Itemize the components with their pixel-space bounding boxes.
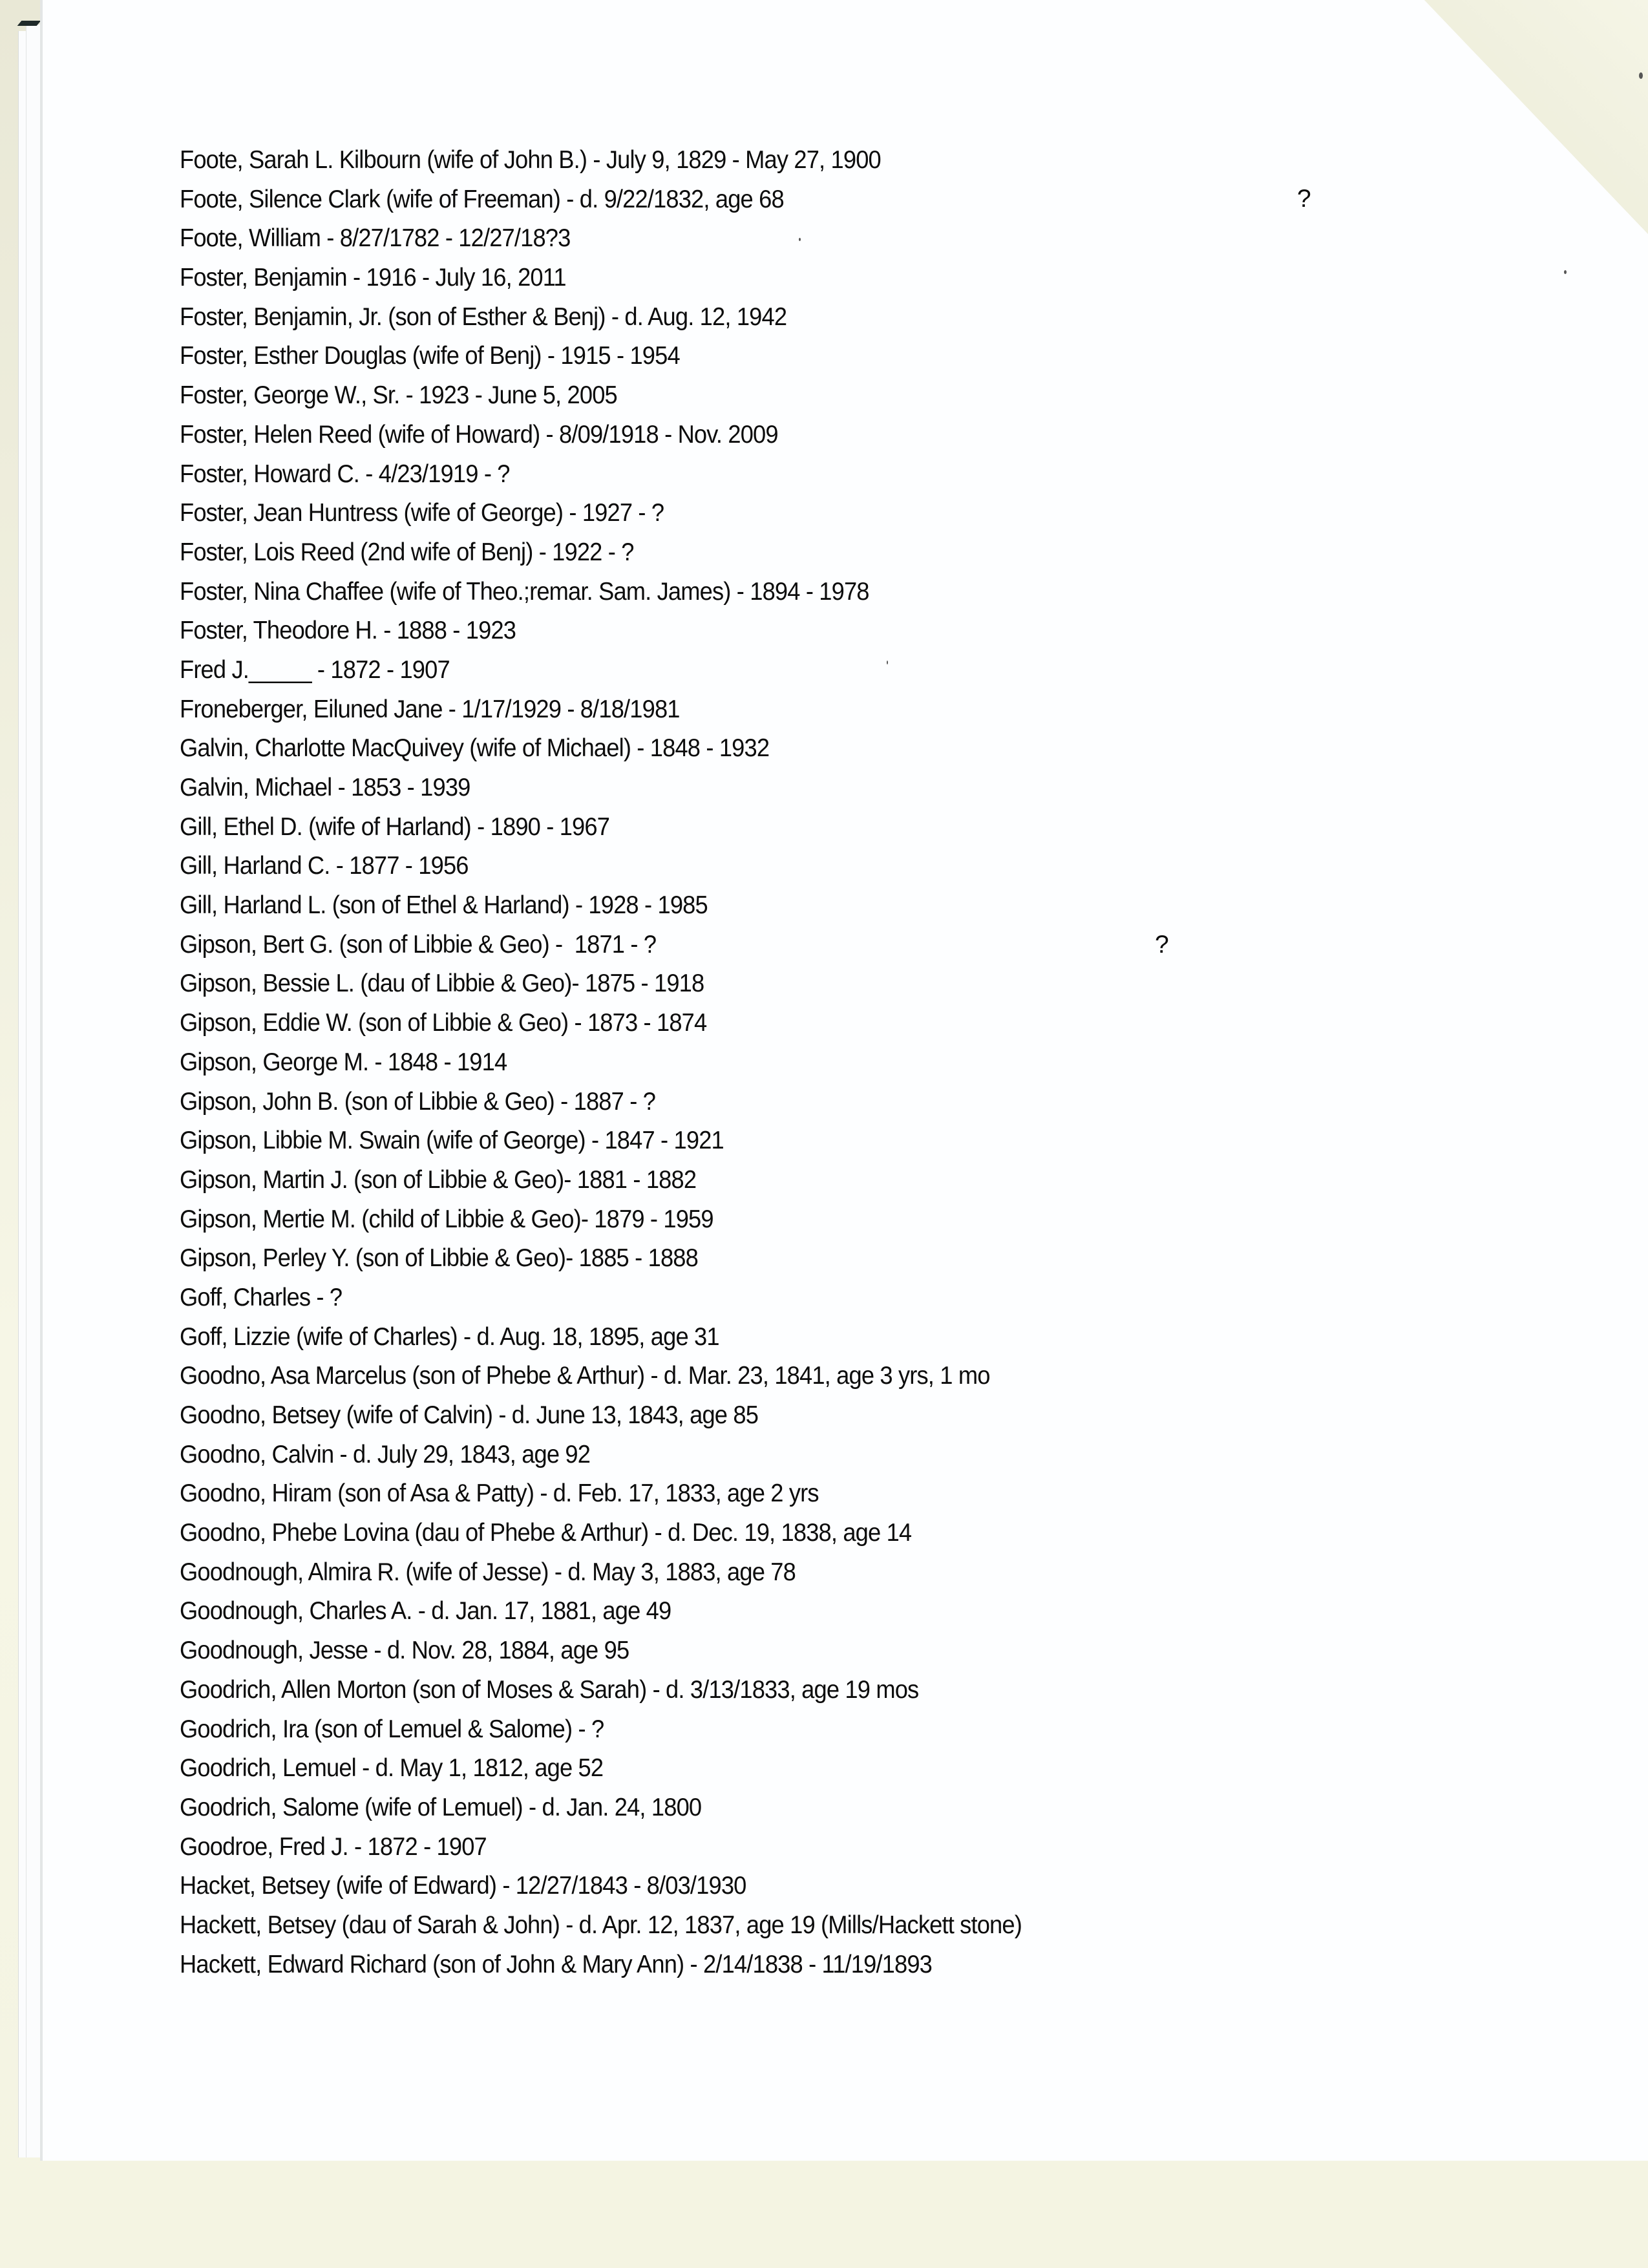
margin-question-mark: ?: [1155, 931, 1169, 959]
list-item: Froneberger, Eiluned Jane - 1/17/1929 - 8/18/1981: [180, 695, 680, 723]
list-item: Goodnough, Charles A. - d. Jan. 17, 1881, age 49: [180, 1597, 671, 1626]
list-item: Foster, Helen Reed (wife of Howard) - 8/09/1918 - Nov. 2009: [180, 420, 778, 449]
list-item: Goodnough, Jesse - d. Nov. 28, 1884, age 95: [180, 1637, 629, 1665]
list-item: Foote, Sarah L. Kilbourn (wife of John B.) - July 9, 1829 - May 27, 1900: [180, 146, 881, 174]
list-item: Goodrich, Ira (son of Lemuel & Salome) - ?: [180, 1715, 604, 1743]
scan-speck: [1564, 270, 1567, 274]
list-item: Gipson, Bert G. (son of Libbie & Geo) - 1871 - ?: [180, 930, 657, 959]
list-item: Goodno, Hiram (son of Asa & Patty) - d. Feb. 17, 1833, age 2 yrs: [180, 1479, 819, 1508]
list-item: Foote, William - 8/27/1782 - 12/27/18?3: [180, 224, 571, 253]
list-item: Foster, Benjamin - 1916 - July 16, 2011: [180, 264, 566, 292]
list-item: Foster, George W., Sr. - 1923 - June 5, 2005: [180, 381, 617, 410]
list-item: Foster, Nina Chaffee (wife of Theo.;remar. Sam. James) - 1894 - 1978: [180, 577, 869, 606]
list-item: Gipson, George M. - 1848 - 1914: [180, 1048, 507, 1076]
list-item: Foster, Howard C. - 4/23/1919 - ?: [180, 460, 510, 488]
list-item: Goodrich, Lemuel - d. May 1, 1812, age 52: [180, 1754, 604, 1783]
list-item: Foster, Lois Reed (2nd wife of Benj) - 1922 - ?: [180, 538, 634, 566]
burial-entry-list: [180, 141, 1085, 1984]
list-item: Gipson, Martin J. (son of Libbie & Geo)- 1881 - 1882: [180, 1165, 697, 1194]
list-item: Gipson, Eddie W. (son of Libbie & Geo) - 1873 - 1874: [180, 1009, 707, 1037]
scan-speck: [887, 661, 888, 664]
list-item: Goodrich, Salome (wife of Lemuel) - d. Jan. 24, 1800: [180, 1793, 702, 1821]
margin-question-mark: ?: [1297, 185, 1311, 213]
list-item: Gill, Harland L. (son of Ethel & Harland) - 1928 - 1985: [180, 891, 708, 920]
list-item: Hackett, Betsey (dau of Sarah & John) - d. Apr. 12, 1837, age 19 (Mills/Hackett stone): [180, 1911, 1022, 1939]
list-item: Galvin, Michael - 1853 - 1939: [180, 774, 470, 801]
page-edge-shadow: [40, 0, 43, 2161]
list-item: Gill, Ethel D. (wife of Harland) - 1890 - 1967: [180, 812, 610, 841]
list-item: Goff, Lizzie (wife of Charles) - d. Aug. 18, 1895, age 31: [180, 1322, 719, 1351]
list-item: Gipson, Libbie M. Swain (wife of George) - 1847 - 1921: [180, 1127, 724, 1155]
list-item: Galvin, Charlotte MacQuivey (wife of Michael) - 1848 - 1932: [180, 734, 770, 763]
scan-speck: [1639, 72, 1643, 79]
list-item: Gipson, Mertie M. (child of Libbie & Geo)- 1879 - 1959: [180, 1205, 713, 1233]
scan-speck: [799, 238, 801, 241]
list-item: Foster, Theodore H. - 1888 - 1923: [180, 617, 516, 645]
list-item: Goodno, Betsey (wife of Calvin) - d. June 13, 1843, age 85: [180, 1401, 759, 1429]
list-item: Goodno, Calvin - d. July 29, 1843, age 92: [180, 1440, 591, 1468]
list-item: Goodnough, Almira R. (wife of Jesse) - d. May 3, 1883, age 78: [180, 1558, 796, 1586]
list-item: Goodroe, Fred J. - 1872 - 1907: [180, 1832, 487, 1861]
list-item: Foster, Esther Douglas (wife of Benj) - 1915 - 1954: [180, 342, 680, 370]
list-item: Fred J._____ - 1872 - 1907: [180, 655, 450, 684]
list-item: Gipson, Perley Y. (son of Libbie & Geo)- 1885 - 1888: [180, 1244, 698, 1273]
list-item: Goodrich, Allen Morton (son of Moses & Sarah) - d. 3/13/1833, age 19 mos: [180, 1675, 919, 1704]
list-item: Gill, Harland C. - 1877 - 1956: [180, 852, 469, 880]
list-item: Hackett, Edward Richard (son of John & Mary Ann) - 2/14/1838 - 11/19/1893: [180, 1950, 933, 1978]
list-item: Hacket, Betsey (wife of Edward) - 12/27/1843 - 8/03/1930: [180, 1872, 746, 1900]
list-item: Foster, Benjamin, Jr. (son of Esther & Benj) - d. Aug. 12, 1942: [180, 302, 787, 331]
list-item: Foster, Jean Huntress (wife of George) - 1927 - ?: [180, 499, 664, 527]
list-item: Gipson, John B. (son of Libbie & Geo) - 1887 - ?: [180, 1087, 656, 1116]
list-item: Foote, Silence Clark (wife of Freeman) - d. 9/22/1832, age 68: [180, 185, 784, 213]
list-item: Goff, Charles - ?: [180, 1283, 343, 1311]
list-item: Goodno, Asa Marcelus (son of Phebe & Arthur) - d. Mar. 23, 1841, age 3 yrs, 1 mo: [180, 1362, 990, 1390]
list-item: Gipson, Bessie L. (dau of Libbie & Geo)- 1875 - 1918: [180, 970, 704, 998]
list-item: Goodno, Phebe Lovina (dau of Phebe & Arthur) - d. Dec. 19, 1838, age 14: [180, 1519, 912, 1547]
